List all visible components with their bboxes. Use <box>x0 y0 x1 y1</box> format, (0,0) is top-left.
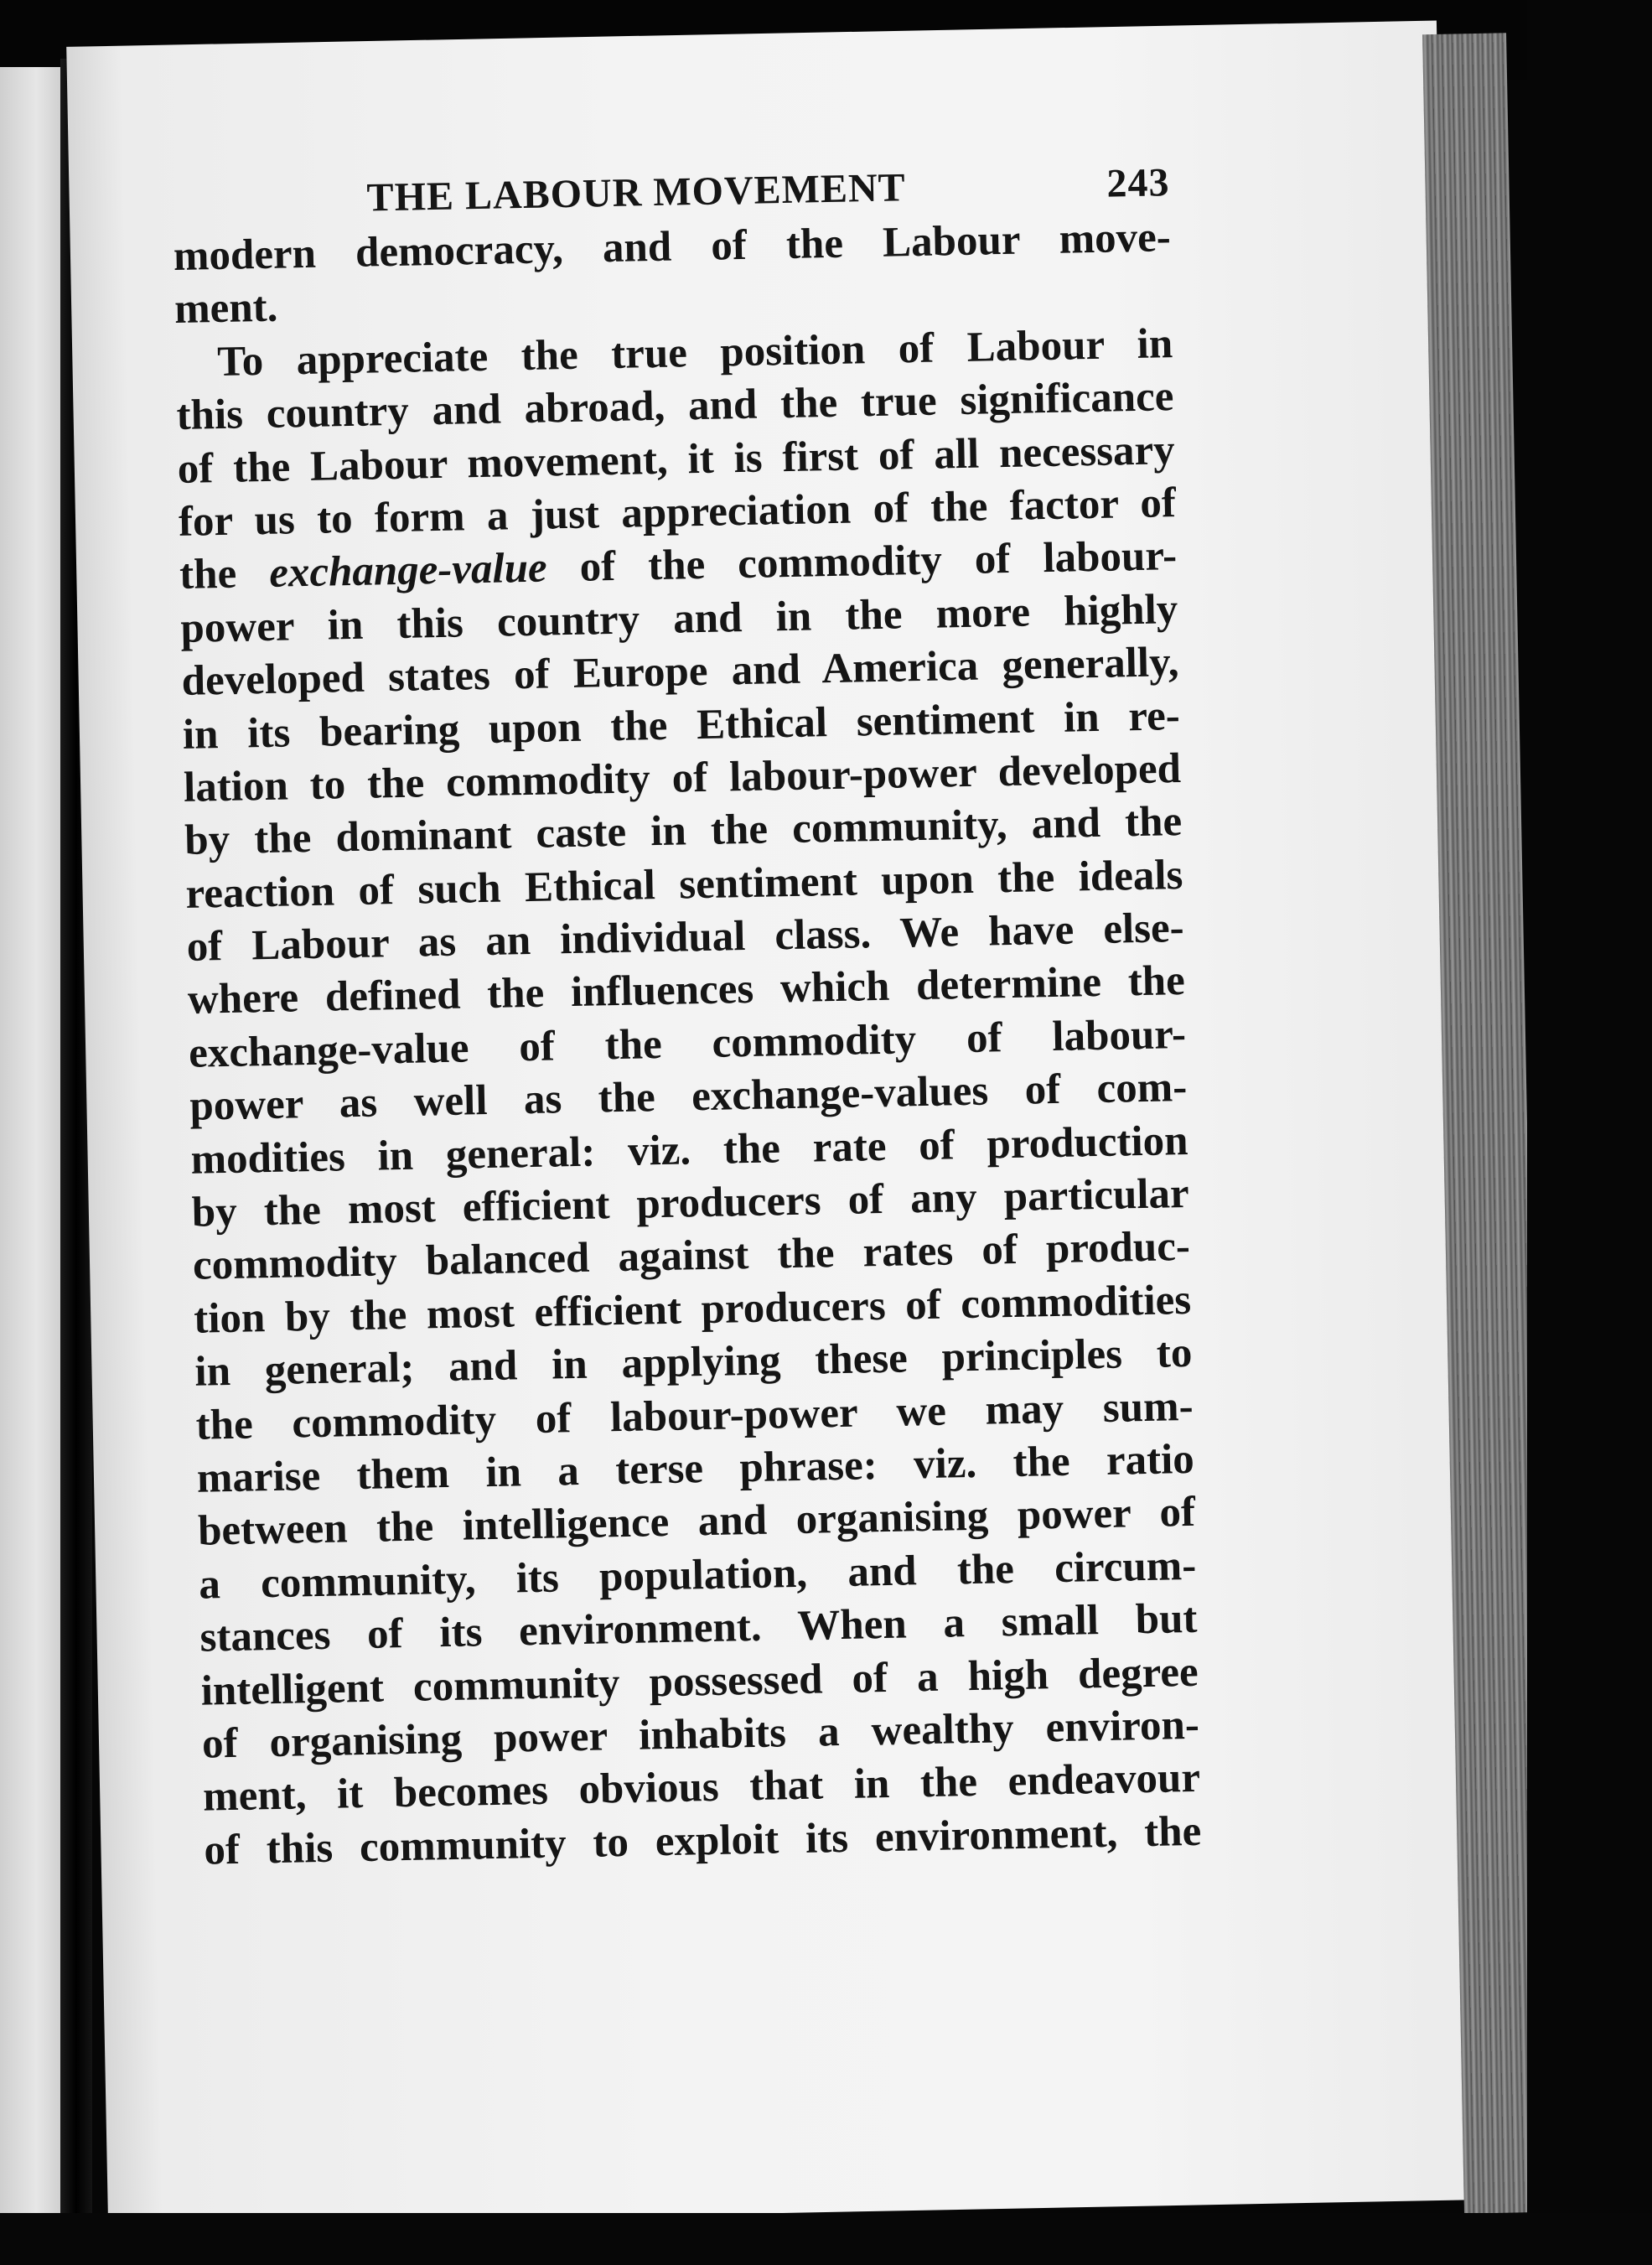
text-line: lation to the commodity of labour-power developed <box>183 744 1182 811</box>
text-line: ment. <box>173 284 278 334</box>
text-line: developed states of Europe and America generally, <box>181 639 1179 706</box>
text-line: reaction of such Ethical sentiment upon the ideals <box>185 851 1183 918</box>
text-line: the commodity of labour-power we may sum- <box>195 1382 1194 1449</box>
text-segment: the <box>179 550 270 599</box>
text-line: To appreciate the true position of Labour in <box>216 319 1173 386</box>
text-line: ment, it becomes obvious that in the endeavour <box>202 1754 1201 1821</box>
text-line: of the Labour movement, it is first of all necessary <box>177 426 1176 493</box>
text-line: of organising power inhabits a wealthy environ- <box>201 1701 1200 1768</box>
text-line: for us to form a just appreciation of the factor of <box>178 479 1177 546</box>
text-line: tion by the most efficient producers of commodities <box>193 1276 1192 1343</box>
text-line: by the dominant caste in the community, and the <box>184 798 1183 865</box>
scan-right-border <box>1527 0 1652 2265</box>
text-line: this country and abroad, and the true significance <box>176 373 1174 440</box>
page-number: 243 <box>1106 160 1170 206</box>
text-line: in its bearing upon the Ethical sentiment in re- <box>182 692 1181 759</box>
text-line: modities in general: viz. the rate of production <box>190 1117 1189 1184</box>
text-line: by the most efficient producers of any particular <box>191 1169 1190 1236</box>
text-line: power as well as the exchange-values of com- <box>189 1064 1188 1131</box>
text-line: exchange-value of the commodity of labour- <box>188 1010 1187 1077</box>
scan-bottom-border <box>0 2213 1652 2265</box>
running-title: THE LABOUR MOVEMENT <box>366 165 907 220</box>
emphasized-term: exchange-value <box>268 544 548 598</box>
text-segment: of the commodity of labour- <box>546 532 1178 592</box>
text-line: intelligent community possessed of a high degree <box>200 1648 1199 1715</box>
text-line: a community, its population, and the circum- <box>198 1542 1197 1609</box>
text-line: marise them in a terse phrase: viz. the ratio <box>196 1435 1195 1502</box>
text-line: between the intelligence and organising power of <box>197 1489 1196 1556</box>
text-line: in general; and in applying these principles to <box>194 1329 1193 1396</box>
page-text-block <box>172 153 1202 1878</box>
text-line: of this community to exploit its environment, the <box>203 1807 1202 1874</box>
text-line: where defined the influences which determine the <box>187 957 1186 1024</box>
text-line: of Labour as an individual class. We have else- <box>186 904 1185 971</box>
text-line: modern democracy, and of the Labour move- <box>173 214 1172 280</box>
text-line: stances of its environment. When a small but <box>199 1594 1198 1661</box>
text-line: commodity balanced against the rates of produc- <box>192 1223 1191 1290</box>
facing-page-edge <box>0 67 60 2213</box>
text-line: power in this country and in the more highly <box>179 585 1178 652</box>
